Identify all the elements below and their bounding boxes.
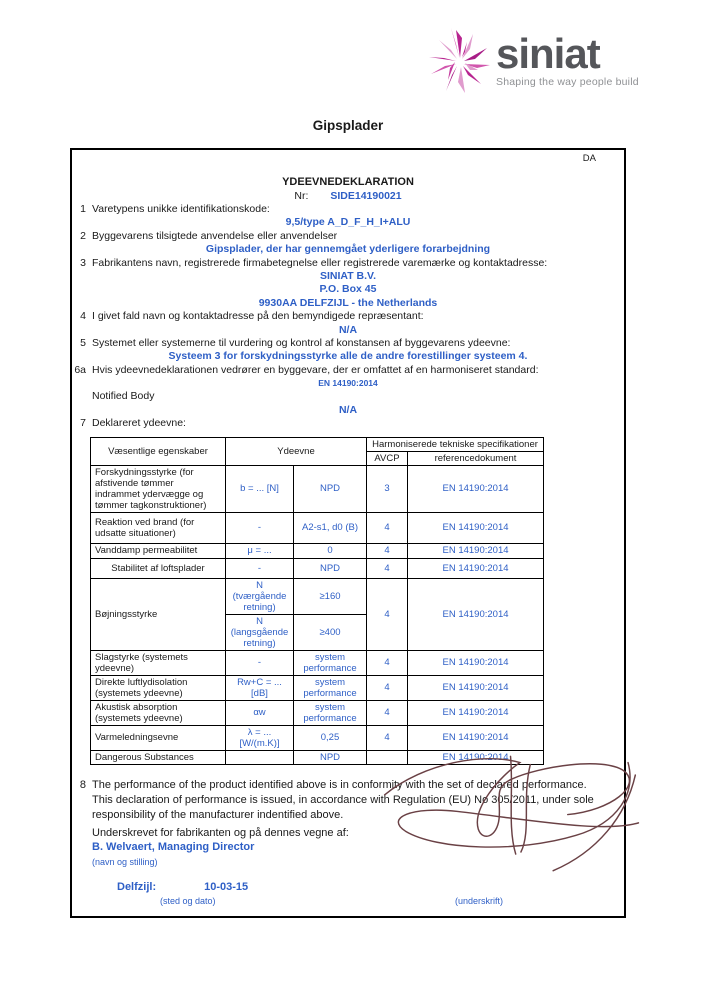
notified-body — [72, 390, 624, 403]
cell-name: Reaktion ved brand (for udsatte situationer) — [91, 512, 226, 543]
item-5-number: 5 — [80, 337, 86, 350]
header-avcp: AVCP — [367, 451, 408, 465]
cell-value: NPD — [294, 465, 367, 512]
item-4-label: I givet fald navn og kontaktadresse på den bemyndigede repræsentant: — [92, 310, 424, 323]
header-harmonised: Harmoniserede tekniske specifikationer — [367, 437, 544, 451]
siniat-logo — [424, 22, 639, 98]
cell-avcp: 4 — [367, 558, 408, 578]
cell-name: Dangerous Substances — [91, 750, 226, 764]
cell-symbol — [226, 750, 294, 764]
captions-row — [72, 896, 624, 908]
cell-symbol: Rw+C = ... [dB] — [226, 675, 294, 700]
logo-text — [496, 29, 639, 88]
cell-ref: EN 14190:2014 — [408, 725, 544, 750]
item-4-number: 4 — [80, 310, 86, 323]
cell-symbol: αw — [226, 700, 294, 725]
language-code: DA — [582, 153, 596, 164]
siniat-starburst-icon — [424, 22, 492, 98]
cell-value: ≥400 — [294, 614, 367, 650]
nr-value: SIDE14190021 — [330, 189, 402, 202]
name-title-caption: (navn og stilling) — [92, 856, 158, 867]
page-title: Gipsplader — [312, 118, 384, 133]
cell-avcp: 4 — [367, 578, 408, 650]
header-essential: Væsentlige egenskaber — [91, 437, 226, 465]
table-row — [91, 512, 544, 543]
signature-caption: (underskrift) — [455, 895, 504, 906]
item-1-label: Varetypens unikke identifikationskode: — [92, 203, 270, 215]
table-row — [91, 578, 544, 614]
item-7-number: 7 — [80, 417, 86, 430]
cell-symbol: N (tværgående retning) — [226, 578, 294, 614]
table-row — [91, 650, 544, 675]
cell-avcp: 3 — [367, 465, 408, 512]
cell-ref: EN 14190:2014 — [408, 650, 544, 675]
cell-value: 0 — [294, 543, 367, 558]
nr-label: Nr: — [294, 189, 309, 202]
cell-value: system performance — [294, 650, 367, 675]
cell-symbol: - — [226, 512, 294, 543]
cell-name: Stabilitet af loftsplader — [91, 558, 226, 578]
item-6a-number: 6a — [74, 363, 86, 376]
cell-avcp: 4 — [367, 725, 408, 750]
conformity-number: 8 — [79, 778, 86, 791]
item-3-value-3: 9930AA DELFZIJL - the Netherlands — [258, 296, 438, 309]
cell-name: Direkte luftlydisolation (systemets ydeevne) — [91, 675, 226, 700]
cell-value: ≥160 — [294, 578, 367, 614]
signatory-name: B. Welvaert, Managing Director — [92, 840, 255, 853]
table-row — [91, 700, 544, 725]
signed-for-label: Underskrevet for fabrikanten og på dennes vegne af: — [92, 826, 349, 839]
table-row — [91, 465, 544, 512]
item-2-number: 2 — [80, 229, 86, 242]
cell-ref: EN 14190:2014 — [408, 578, 544, 650]
item-3-value-2: P.O. Box 45 — [319, 283, 377, 296]
cell-avcp: 4 — [367, 675, 408, 700]
item-1 — [72, 203, 624, 216]
item-1-value: 9,5/type A_D_F_H_I+ALU — [285, 216, 411, 229]
cell-value: NPD — [294, 750, 367, 764]
item-7 — [72, 417, 624, 430]
place-label: Delfzijl: — [117, 880, 157, 893]
brand-tagline: Shaping the way people build — [496, 75, 639, 88]
table-header-row-1 — [91, 437, 544, 451]
item-6a — [72, 364, 624, 377]
cell-value: 0,25 — [294, 725, 367, 750]
conformity-text: The performance of the product identified above is in conformity with the set of declared performance. This declaration of performance is issued, in accordance with Regulation (EU) No 305/2011, under sole responsibility of the manufacturer indentified above. — [92, 778, 594, 821]
cell-ref: EN 14190:2014 — [408, 512, 544, 543]
place-date-caption: (sted og dato) — [160, 895, 216, 906]
notified-body-value: N/A — [338, 403, 358, 416]
table-row — [91, 558, 544, 578]
cell-ref: EN 14190:2014 — [408, 675, 544, 700]
table-row — [91, 675, 544, 700]
declaration-box — [70, 148, 626, 918]
cell-ref: EN 14190:2014 — [408, 465, 544, 512]
item-5 — [72, 337, 624, 350]
cell-value: NPD — [294, 558, 367, 578]
item-3-label: Fabrikantens navn, registrerede firmabetegnelse eller registrerede varemærke og kontaktadresse: — [92, 256, 548, 269]
notified-body-label: Notified Body — [92, 390, 155, 403]
header-reference: referencedokument — [408, 451, 544, 465]
cell-symbol: - — [226, 650, 294, 675]
cell-symbol: λ = ... [W/(m.K)] — [226, 725, 294, 750]
item-2-value: Gipsplader, der har gennemgået yderligere forarbejdning — [205, 243, 491, 256]
date-value: 10-03-15 — [204, 880, 249, 893]
cell-avcp: 4 — [367, 700, 408, 725]
cell-name: Bøjningsstyrke — [91, 578, 226, 650]
item-5-value: Systeem 3 for forskydningsstyrke alle de andre forestillinger systeem 4. — [168, 350, 528, 363]
item-7-label: Deklareret ydeevne: — [92, 417, 186, 430]
item-3-value-1: SINIAT B.V. — [319, 270, 376, 283]
item-6a-label: Hvis ydeevnedeklarationen vedrører en byggevare, der er omfattet af en harmoniseret standard: — [92, 363, 539, 376]
cell-ref: EN 14190:2014 — [408, 700, 544, 725]
cell-value: A2-s1, d0 (B) — [294, 512, 367, 543]
cell-ref: EN 14190:2014 — [408, 543, 544, 558]
item-4 — [72, 310, 624, 323]
table-row — [91, 543, 544, 558]
cell-name: Forskydningsstyrke (for afstivende tømmer indrammet ydervægge og tømmer tagkonstruktioner) — [91, 465, 226, 512]
cell-avcp: 4 — [367, 650, 408, 675]
performance-table — [90, 437, 544, 765]
declaration-title: YDEEVNEDEKLARATION — [282, 176, 414, 188]
cell-value: system performance — [294, 675, 367, 700]
cell-avcp: 4 — [367, 512, 408, 543]
cell-name: Vanddamp permeabilitet — [91, 543, 226, 558]
cell-ref: EN 14190:2014 — [408, 750, 544, 764]
cell-name: Varmeledningsevne — [91, 725, 226, 750]
item-4-value: N/A — [338, 323, 358, 336]
item-2 — [72, 230, 624, 243]
item-2-label: Byggevarens tilsigtede anvendelse eller anvendelser — [92, 229, 338, 242]
item-3 — [72, 257, 624, 270]
item-1-number: 1 — [80, 203, 86, 215]
item-5-label: Systemet eller systemerne til vurdering og kontrol af konstansen af byggevarens ydeevne: — [92, 337, 511, 350]
cell-value: system performance — [294, 700, 367, 725]
place-date-row — [117, 881, 624, 894]
table-row — [91, 725, 544, 750]
cell-name: Slagstyrke (systemets ydeevne) — [91, 650, 226, 675]
cell-name: Akustisk absorption (systemets ydeevne) — [91, 700, 226, 725]
cell-ref: EN 14190:2014 — [408, 558, 544, 578]
cell-symbol: μ = ... — [226, 543, 294, 558]
declaration-number-line — [72, 190, 624, 204]
cell-symbol: N (langsgående retning) — [226, 614, 294, 650]
item-3-number: 3 — [80, 256, 86, 269]
cell-symbol: - — [226, 558, 294, 578]
handwritten-signature — [360, 748, 660, 878]
cell-avcp: 4 — [367, 543, 408, 558]
header-performance: Ydeevne — [226, 437, 367, 465]
brand-name: siniat — [496, 29, 600, 77]
cell-symbol: b = ... [N] — [226, 465, 294, 512]
item-6a-value: EN 14190:2014 — [318, 378, 378, 389]
